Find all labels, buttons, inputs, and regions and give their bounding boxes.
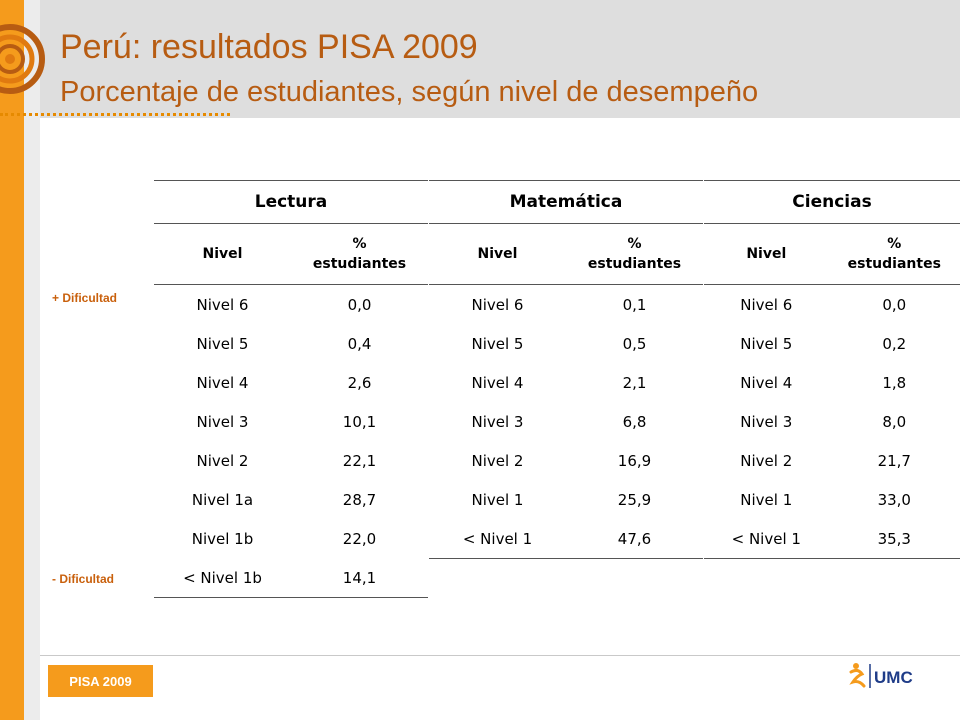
table-group-header: Matemática <box>429 181 703 224</box>
table-row <box>154 441 428 480</box>
spiral-logo-icon <box>0 18 48 100</box>
table-row <box>429 480 703 519</box>
table-ciencias <box>704 180 960 559</box>
page-title: Perú: resultados PISA 2009 <box>60 28 478 66</box>
percent-cell: 47,6 <box>566 519 703 559</box>
table-row <box>154 285 428 325</box>
table-group-header: Ciencias <box>704 181 960 224</box>
table-row <box>704 441 960 480</box>
percent-cell: 0,0 <box>347 295 372 314</box>
level-cell: Nivel 4 <box>471 373 524 392</box>
table-row <box>429 363 703 402</box>
column-header-pct <box>566 224 703 285</box>
percent-cell: 28,7 <box>342 490 377 509</box>
level-cell: Nivel 5 <box>196 334 249 353</box>
table-group-header: Lectura <box>154 181 428 224</box>
table-row <box>429 441 703 480</box>
percent-cell: 21,7 <box>877 451 911 470</box>
dotted-divider <box>0 113 230 116</box>
percent-cell: 22,1 <box>342 451 377 470</box>
footer-badge: PISA 2009 <box>48 665 153 697</box>
level-cell: Nivel 2 <box>471 451 524 470</box>
percent-cell: 0,2 <box>882 334 907 353</box>
table-row <box>704 519 960 559</box>
column-header-pct-label: estudiantes <box>312 256 407 272</box>
table-row <box>429 402 703 441</box>
level-cell: Nivel 2 <box>740 451 793 470</box>
level-cell: < Nivel 1 <box>704 519 829 559</box>
table-row <box>154 519 428 558</box>
table-matematica <box>429 180 703 559</box>
table-row <box>429 519 703 559</box>
level-cell: < Nivel 1b <box>154 558 291 598</box>
left-gray-strip <box>24 0 40 720</box>
column-header-nivel: Nivel <box>429 224 566 285</box>
umc-logo-icon <box>848 660 928 692</box>
level-cell: Nivel 2 <box>196 451 249 470</box>
column-header-pct <box>291 224 428 285</box>
column-header-pct <box>829 224 960 285</box>
table-row <box>704 285 960 325</box>
table-row <box>154 324 428 363</box>
level-cell: Nivel 3 <box>471 412 524 431</box>
percent-cell: 0,0 <box>882 295 907 314</box>
table-row <box>154 480 428 519</box>
level-cell: Nivel 1 <box>471 490 524 509</box>
percent-cell: 33,0 <box>877 490 911 509</box>
level-cell: Nivel 4 <box>196 373 249 392</box>
umc-logo-text: UMC <box>874 668 913 687</box>
side-label-less-difficulty: - Dificultad <box>52 572 114 586</box>
page-subtitle: Porcentaje de estudiantes, según nivel de desempeño <box>60 76 759 108</box>
percent-cell: 2,6 <box>347 373 372 392</box>
percent-cell: 6,8 <box>622 412 647 431</box>
table-row <box>429 324 703 363</box>
level-cell: Nivel 1 <box>740 490 793 509</box>
percent-cell: 0,5 <box>622 334 647 353</box>
table-row <box>154 402 428 441</box>
table-lectura <box>154 180 428 598</box>
level-cell: Nivel 6 <box>196 295 249 314</box>
percent-cell: 2,1 <box>622 373 647 392</box>
percent-cell: 0,1 <box>622 295 647 314</box>
table-row <box>704 324 960 363</box>
table-row <box>429 285 703 325</box>
table-row <box>704 402 960 441</box>
level-cell: Nivel 6 <box>740 295 793 314</box>
percent-cell: 16,9 <box>617 451 652 470</box>
level-cell: Nivel 3 <box>196 412 249 431</box>
column-header-nivel: Nivel <box>704 224 829 285</box>
column-header-pct-symbol: % <box>627 236 642 252</box>
column-header-pct-symbol: % <box>352 236 367 252</box>
percent-cell: 14,1 <box>291 558 428 598</box>
level-cell: Nivel 1a <box>191 490 254 509</box>
level-cell: Nivel 5 <box>740 334 793 353</box>
percent-cell: 22,0 <box>342 529 377 548</box>
column-header-pct-label: estudiantes <box>847 256 941 272</box>
column-header-pct-label: estudiantes <box>587 256 682 272</box>
level-cell: Nivel 5 <box>471 334 524 353</box>
column-header-nivel: Nivel <box>154 224 291 285</box>
column-header-pct-symbol: % <box>887 236 902 252</box>
percent-cell: 35,3 <box>829 519 960 559</box>
table-row <box>704 363 960 402</box>
percent-cell: 10,1 <box>342 412 377 431</box>
footer-divider <box>40 655 960 656</box>
table-row <box>704 480 960 519</box>
level-cell: Nivel 4 <box>740 373 793 392</box>
side-label-more-difficulty: + Dificultad <box>52 291 118 305</box>
percent-cell: 25,9 <box>617 490 652 509</box>
table-row <box>154 363 428 402</box>
level-cell: Nivel 1b <box>191 529 254 548</box>
table-row <box>154 558 428 598</box>
percent-cell: 8,0 <box>882 412 907 431</box>
level-cell: Nivel 3 <box>740 412 793 431</box>
percent-cell: 1,8 <box>882 373 907 392</box>
left-accent-bar <box>0 0 24 720</box>
percent-cell: 0,4 <box>347 334 372 353</box>
level-cell: < Nivel 1 <box>429 519 566 559</box>
level-cell: Nivel 6 <box>471 295 524 314</box>
